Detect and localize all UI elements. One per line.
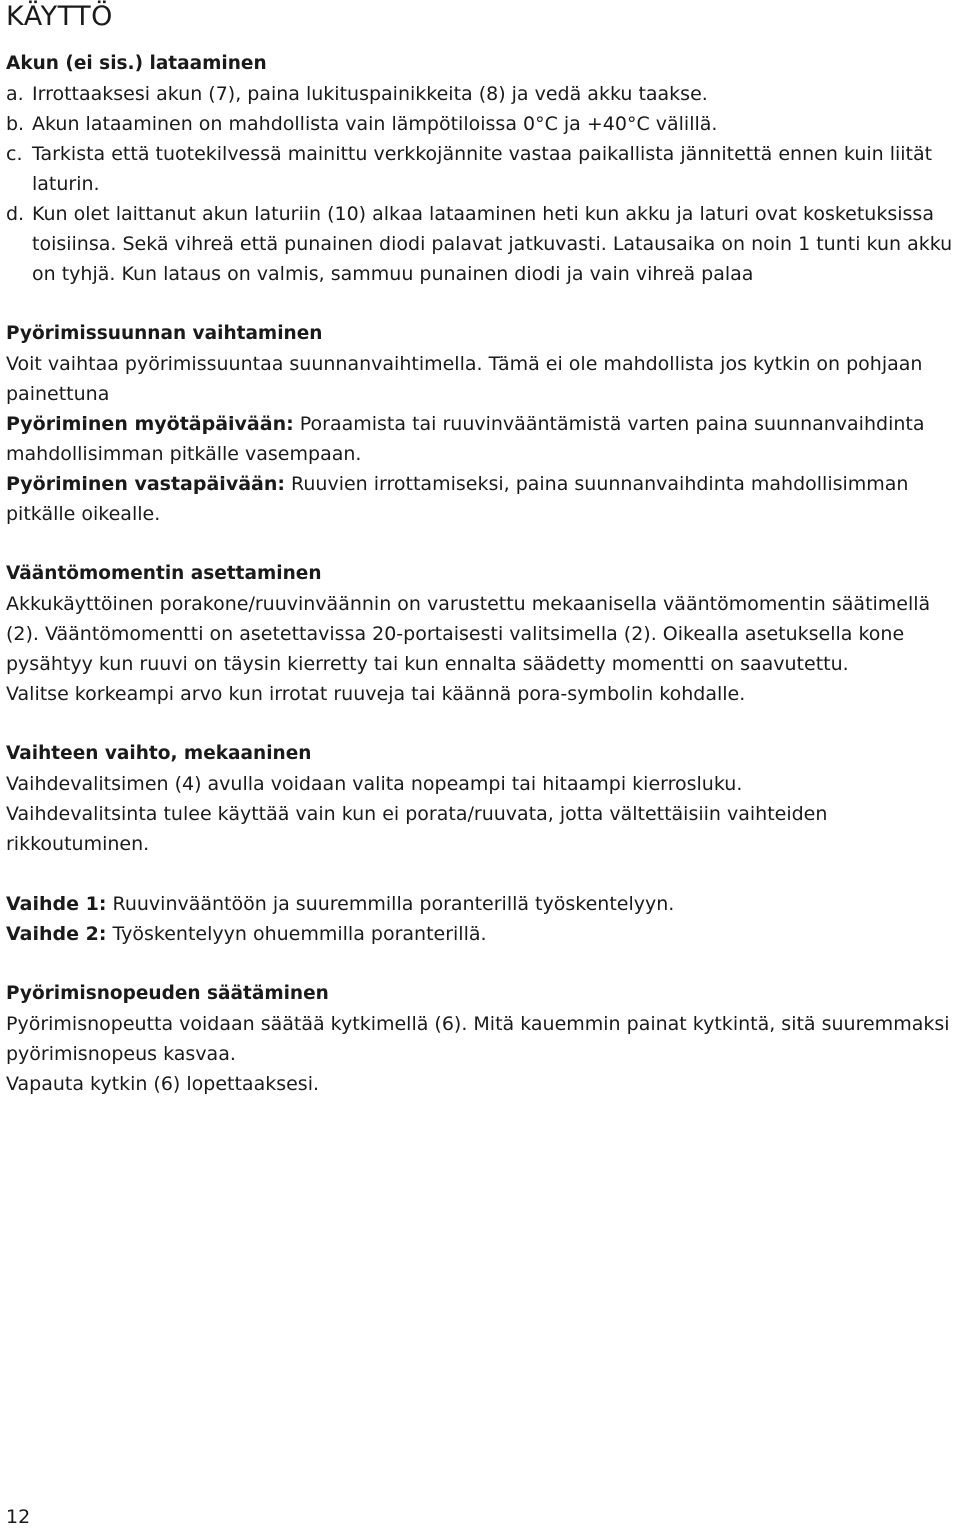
section-heading-torque-setting: Vääntömomentin asettaminen [6,563,322,584]
inline-text: Ruuvinvääntöön ja suuremmilla poranterillä työskentelyyn. [106,893,675,915]
paragraph [6,409,956,469]
list-marker: d. [6,203,25,225]
section-heading-gear-change: Vaihteen vaihto, mekaaninen [6,743,312,764]
list-marker: c. [6,143,23,165]
inline-text: Poraamista tai ruuvinvääntämistä varten paina suunnanvaihdinta mahdollisimman pitkälle vasempaan. [6,413,925,465]
list-item [6,79,956,109]
section-heading-speed-control: Pyörimisnopeuden säätäminen [6,983,329,1004]
paragraph [6,919,956,949]
list-item-text: Tarkista että tuotekilvessä mainittu verkkojännite vastaa paikallista jännitettä ennen kuin liität laturin. [32,143,933,195]
paragraph: Akkukäyttöinen porakone/ruuvinväännin on varustettu mekaanisella vääntömomentin säätimellä (2). Vääntömomentti on asetettavissa 20-portaisesti valitsimella (2). Oikealla asetuksella kone pysähtyy kun ruuvi on täysin kierretty tai kun ennalta säädetty momentti on saavutettu. [6,593,931,675]
section-heading-battery-charging: Akun (ei sis.) lataaminen [6,53,267,74]
document-body [6,49,956,1099]
list-item-text: Irrottaaksesi akun (7), paina lukituspainikkeita (8) ja vedä akku taakse. [32,83,708,105]
list-item [6,109,956,139]
paragraph [6,469,956,529]
page-title: KÄYTTÖ [6,1,113,32]
inline-label: Vaihde 2: [6,923,107,945]
paragraph [6,889,956,919]
inline-label: Pyöriminen vastapäivään: [6,473,285,495]
paragraph: Valitse korkeampi arvo kun irrotat ruuveja tai käännä pora-symbolin kohdalle. [6,683,746,705]
page-number: 12 [6,1506,31,1528]
list-item-text: Kun olet laittanut akun laturiin (10) alkaa lataaminen heti kun akku ja laturi ovat kosketuksissa toisiinsa. Sekä vihreä että punainen diodi palavat jatkuvasti. Latausaika on noin 1 tunti kun akku on tyhjä. Kun lataus on valmis, sammuu punainen diodi ja vain vihreä palaa [32,203,953,285]
list-item-text: Akun lataaminen on mahdollista vain lämpötiloissa 0°C ja +40°C välillä. [32,113,718,135]
inline-label: Vaihde 1: [6,893,107,915]
list-marker: b. [6,113,25,135]
paragraph: Vapauta kytkin (6) lopettaaksesi. [6,1073,320,1095]
inline-text: Työskentelyyn ohuemmilla poranterillä. [106,923,487,945]
paragraph: Vaihdevalitsimen (4) avulla voidaan valita nopeampi tai hitaampi kierrosluku. [6,773,743,795]
list-item [6,199,956,289]
paragraph: Voit vaihtaa pyörimissuuntaa suunnanvaihtimella. Tämä ei ole mahdollista jos kytkin on pohjaan painettuna [6,353,923,405]
list-item [6,139,956,199]
section-heading-rotation-direction: Pyörimissuunnan vaihtaminen [6,323,323,344]
paragraph: Vaihdevalitsinta tulee käyttää vain kun ei porata/ruuvata, jotta vältettäisiin vaihteiden rikkoutuminen. [6,803,828,855]
inline-text: Ruuvien irrottamiseksi, paina suunnanvaihdinta mahdollisimman pitkälle oikealle. [6,473,909,525]
paragraph: Pyörimisnopeutta voidaan säätää kytkimellä (6). Mitä kauemmin painat kytkintä, sitä suuremmaksi pyörimisnopeus kasvaa. [6,1013,950,1065]
inline-label: Pyöriminen myötäpäivään: [6,413,294,435]
list-marker: a. [6,83,24,105]
